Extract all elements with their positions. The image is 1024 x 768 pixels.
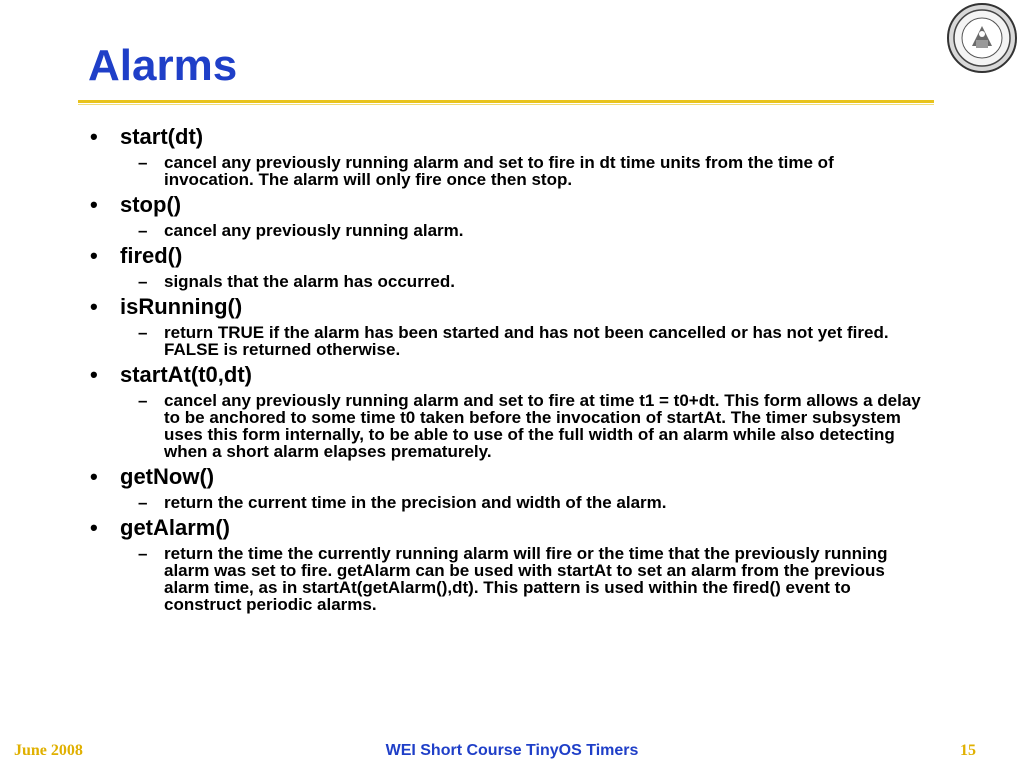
slide-content [88, 120, 928, 617]
title-divider [78, 100, 934, 103]
bullet-item [88, 124, 928, 188]
bullet-item [88, 515, 928, 613]
bullet-heading: • fired() [88, 243, 928, 269]
bullet-item [88, 243, 928, 290]
bullet-item [88, 192, 928, 239]
bullet-detail: – cancel any previously running alarm and set to fire at time t1 = t0+dt. This form allows a delay to be anchored to some time t0 taken before the invocation of startAt. The timer subsystem uses this form internally, to be able to use of the full width of an alarm while also detecting when a short alarm elapses prematurely. [88, 392, 928, 460]
bullet-heading: • stop() [88, 192, 928, 218]
bullet-heading: • start(dt) [88, 124, 928, 150]
footer-date: June 2008 [14, 742, 83, 759]
bullet-detail: – return the time the currently running alarm will fire or the time that the previously running alarm was set to fire. getAlarm can be used with startAt to set an alarm from the previous alarm time, as in startAt(getAlarm(),dt). This pattern is used within the fired() event to construct periodic alarms. [88, 545, 928, 613]
bullet-detail: – return TRUE if the alarm has been started and has not been cancelled or has not yet fired. FALSE is returned otherwise. [88, 324, 928, 358]
bullet-item [88, 464, 928, 511]
footer-course-title: WEI Short Course TinyOS Timers [385, 742, 639, 759]
bullet-detail: – cancel any previously running alarm and set to fire in dt time units from the time of invocation. The alarm will only fire once then stop. [88, 154, 928, 188]
bullet-heading: • getAlarm() [88, 515, 928, 541]
university-seal-icon [946, 2, 1018, 74]
bullet-heading: • isRunning() [88, 294, 928, 320]
bullet-heading: • getNow() [88, 464, 928, 490]
title-divider-shadow [78, 104, 934, 105]
slide-title: Alarms [88, 41, 238, 90]
bullet-item [88, 362, 928, 460]
bullet-heading: • startAt(t0,dt) [88, 362, 928, 388]
bullet-detail: – cancel any previously running alarm. [88, 222, 928, 239]
footer-page-number: 15 [960, 742, 976, 759]
bullet-detail: – signals that the alarm has occurred. [88, 273, 928, 290]
bullet-item [88, 294, 928, 358]
bullet-detail: – return the current time in the precision and width of the alarm. [88, 494, 928, 511]
